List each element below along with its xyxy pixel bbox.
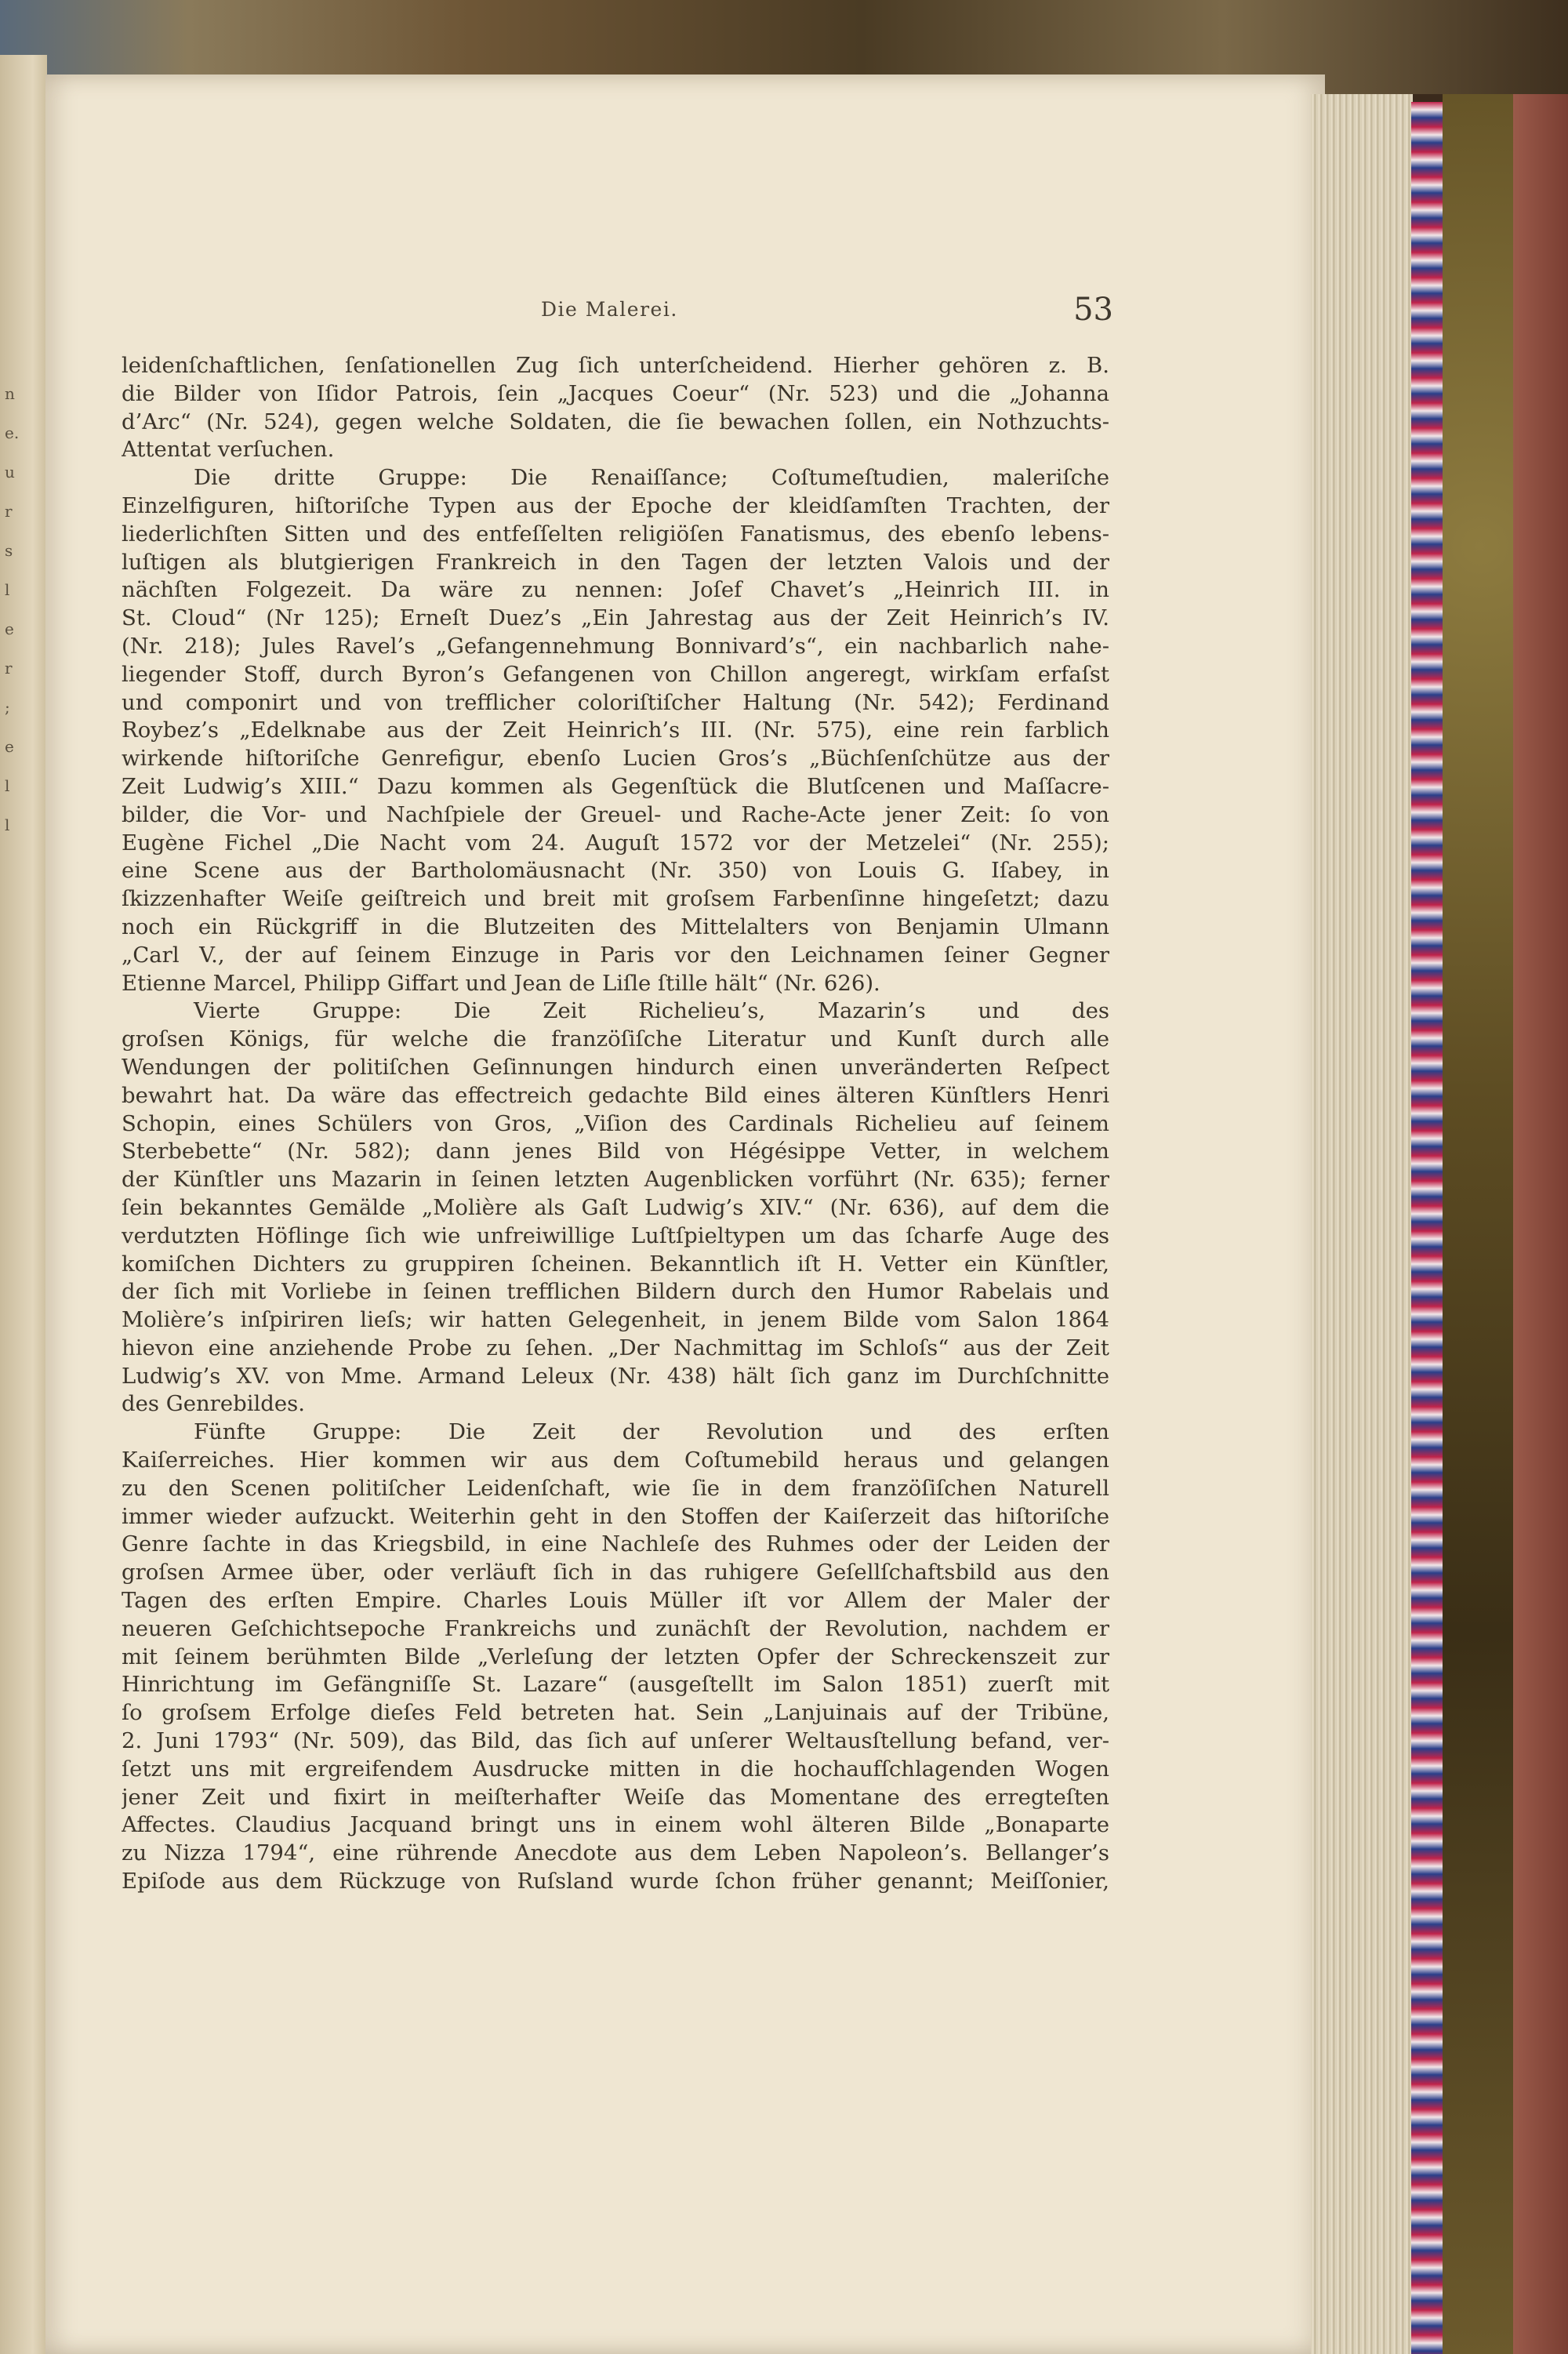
text-line: nächſten Folgezeit. Da wäre zu nennen: Joſef Chavet’s „Heinrich III. in xyxy=(122,577,1109,603)
left-page-margin-letter: s xyxy=(5,541,13,560)
text-line: Schopin, eines Schülers von Gros, „Viſion des Cardinals Richelieu auf ſeinem xyxy=(122,1110,1109,1136)
page-stack-edge xyxy=(1311,94,1413,2354)
left-page-edge xyxy=(0,55,47,2354)
page-header xyxy=(122,292,1113,343)
running-head: Die Malerei. xyxy=(541,298,678,321)
text-line: Epiſode aus dem Rückzuge von Ruſsland wurde ſchon früher genannt; Meiſſonier, xyxy=(122,1869,1109,1894)
text-line: des Genrebildes. xyxy=(122,1391,306,1417)
text-line: noch ein Rückgriff in die Blutzeiten des Mittelalters von Benjamin Ulmann xyxy=(122,914,1109,939)
left-page-margin-letter: e. xyxy=(5,423,20,442)
text-line: Attentat verſuchen. xyxy=(122,437,335,463)
text-line: bilder, die Vor- und Nachſpiele der Greuel- und Rache-Acte jener Zeit: ſo von xyxy=(122,801,1109,827)
text-line: St. Cloud“ (Nr 125); Erneſt Duez’s „Ein Jahrestag aus der Zeit Heinrich’s IV. xyxy=(122,605,1109,631)
text-line: Kaiſerreiches. Hier kommen wir aus dem Coſtumebild heraus und gelangen xyxy=(122,1448,1109,1473)
page-number: 53 xyxy=(1073,292,1113,328)
text-line: der ſich mit Vorliebe in ſeinen trefflichen Bildern durch den Humor Rabelais und xyxy=(122,1279,1109,1305)
text-line: der Künſtler uns Mazarin in ſeinen letzten Augenblicken vorführt (Nr. 635); ferner xyxy=(122,1167,1109,1193)
text-line: Tagen des erſten Empire. Charles Louis Müller iſt vor Allem der Maler der xyxy=(122,1588,1109,1614)
cover-spine-strip xyxy=(1513,94,1568,2354)
text-line: ſkizzenhafter Weiſe geiſtreich und breit mit groſsem Farbenſinne hingeſetzt; dazu xyxy=(122,886,1109,912)
left-page-margin-letter: ; xyxy=(5,698,10,717)
text-line: die Bilder von Iſidor Patrois, ſein „Jacques Coeur“ (Nr. 523) und die „Johanna xyxy=(122,380,1109,406)
text-line: zu Nizza 1794“, eine rührende Anecdote aus dem Leben Napoleon’s. Bellanger’s xyxy=(122,1840,1109,1866)
text-line: liederlichſten Sitten und des entfeſſelten religiöſen Fanatismus, des ebenſo lebens- xyxy=(122,521,1109,547)
text-line: ſetzt uns mit ergreifendem Ausdrucke mitten in die hochaufſchlagenden Wogen xyxy=(122,1756,1109,1782)
text-line: (Nr. 218); Jules Ravel’s „Gefangennehmung Bonnivard’s“, ein nachbarlich nahe- xyxy=(122,633,1109,659)
left-page-margin-letter: e xyxy=(5,737,14,756)
text-line: Affectes. Claudius Jacquand bringt uns in einem wohl älteren Bilde „Bonaparte xyxy=(122,1812,1109,1838)
text-line: verdutzten Höflinge ſich wie unfreiwillige Luſtſpieltypen um das ſcharfe Auge des xyxy=(122,1222,1109,1248)
left-page-margin-letter: u xyxy=(5,463,15,481)
text-line: luſtigen als blutgierigen Frankreich in den Tagen der letzten Valois und der xyxy=(122,549,1109,575)
text-line: „Carl V., der auf ſeinem Einzuge in Paris vor den Leichnamen ſeiner Gegner xyxy=(122,942,1109,968)
text-line: und componirt und von trefflicher coloriſtiſcher Haltung (Nr. 542); Ferdinand xyxy=(122,689,1109,715)
left-page-margin-letter: r xyxy=(5,659,13,678)
text-line: ſein bekanntes Gemälde „Molière als Gaſt Ludwig’s XIV.“ (Nr. 636), auf dem die xyxy=(122,1194,1109,1220)
marbled-page-edge xyxy=(1411,102,1443,2354)
text-line: Zeit Ludwig’s XIII.“ Dazu kommen als Gegenſtück die Blutſcenen und Maſſacre- xyxy=(122,773,1109,799)
text-line: Sterbebette“ (Nr. 582); dann jenes Bild von Hégésippe Vetter, in welchem xyxy=(122,1139,1109,1164)
text-line: Molière’s inſpiriren lieſs; wir hatten Gelegenheit, in jenem Bilde vom Salon 1864 xyxy=(122,1307,1109,1333)
left-page-margin-letter: l xyxy=(5,776,10,795)
text-line: d’Arc“ (Nr. 524), gegen welche Soldaten, die ſie bewachen ſollen, ein Nothzuchts- xyxy=(122,409,1109,434)
text-line: mit ſeinem berühmten Bilde „Verleſung der letzten Opfer der Schreckenszeit zur xyxy=(122,1644,1109,1669)
text-line: Hinrichtung im Gefängniſſe St. Lazare“ (ausgeſtellt im Salon 1851) zuerſt mit xyxy=(122,1672,1109,1698)
text-line: komiſchen Dichters zu gruppiren ſcheinen. Bekanntlich iſt H. Vetter ein Künſtler, xyxy=(122,1251,1109,1277)
text-line: wirkende hiſtoriſche Genrefigur, ebenſo Lucien Gros’s „Büchſenſchütze aus der xyxy=(122,746,1109,772)
text-line: Die dritte Gruppe: Die Renaiſſance; Coſtumeſtudien, maleriſche xyxy=(194,465,1109,491)
text-line: liegender Stoff, durch Byron’s Gefangenen von Chillon angeregt, wirkſam erfaſst xyxy=(122,661,1109,687)
text-line: jener Zeit und fixirt in meiſterhafter Weiſe das Momentane des erregteſten xyxy=(122,1784,1109,1810)
left-page-margin-letter: n xyxy=(5,384,15,403)
body-text xyxy=(122,352,1109,1896)
text-line: Fünfte Gruppe: Die Zeit der Revolution und des erſten xyxy=(194,1419,1109,1445)
text-line: hievon eine anziehende Probe zu ſehen. „Der Nachmittag im Schloſs“ aus der Zeit xyxy=(122,1335,1109,1360)
text-line: immer wieder aufzuckt. Weiterhin geht in den Stoffen der Kaiſerzeit das hiſtoriſche xyxy=(122,1503,1109,1529)
text-line: eine Scene aus der Bartholomäusnacht (Nr. 350) von Louis G. Iſabey, in xyxy=(122,858,1109,884)
text-line: bewahrt hat. Da wäre das effectreich gedachte Bild eines älteren Künſtlers Henri xyxy=(122,1082,1109,1108)
text-line: neueren Geſchichtsepoche Frankreichs und zunächſt der Revolution, nachdem er xyxy=(122,1615,1109,1641)
text-line: leidenſchaftlichen, ſenſationellen Zug ſich unterſcheidend. Hierher gehören z. B. xyxy=(122,353,1109,378)
text-line: Etienne Marcel, Philipp Giffart und Jean de Liſle ſtille hält“ (Nr. 626). xyxy=(122,970,880,996)
text-line: Wendungen der politiſchen Geſinnungen hindurch einen unveränderten Reſpect xyxy=(122,1054,1109,1080)
text-line: ſo groſsem Erfolge dieſes Feld betreten hat. Sein „Lanjuinais auf der Tribüne, xyxy=(122,1700,1109,1726)
text-line: groſsen Königs, für welche die franzöſiſche Literatur und Kunſt durch alle xyxy=(122,1026,1109,1052)
text-line: Roybez’s „Edelknabe aus der Zeit Heinrich’s III. (Nr. 575), eine rein farblich xyxy=(122,717,1109,743)
left-page-margin-letter: l xyxy=(5,816,10,834)
left-page-margin-letter: e xyxy=(5,619,14,638)
text-line: Ludwig’s XV. von Mme. Armand Leleux (Nr. 438) hält ſich ganz im Durchſchnitte xyxy=(122,1363,1109,1389)
text-line: zu den Scenen politiſcher Leidenſchaft, wie ſie in dem franzöſiſchen Naturell xyxy=(122,1475,1109,1501)
left-page-margin-letter: r xyxy=(5,502,13,521)
left-page-margin-letter: l xyxy=(5,580,10,599)
text-line: groſsen Armee über, oder verläuft ſich in das ruhigere Geſellſchaftsbild aus den xyxy=(122,1560,1109,1586)
text-line: Eugène Fichel „Die Nacht vom 24. Auguſt 1572 vor der Metzelei“ (Nr. 255); xyxy=(122,830,1109,856)
text-line: Genre ſachte in das Kriegsbild, in eine Nachleſe des Ruhmes oder der Leiden der xyxy=(122,1531,1109,1557)
text-line: 2. Juni 1793“ (Nr. 509), das Bild, das ſich auf unſerer Weltausſtellung befand, ver- xyxy=(122,1728,1109,1754)
text-line: Vierte Gruppe: Die Zeit Richelieu’s, Mazarin’s und des xyxy=(194,998,1109,1024)
text-line: Einzelfiguren, hiſtoriſche Typen aus der Epoche der kleidſamſten Trachten, der xyxy=(122,492,1109,518)
